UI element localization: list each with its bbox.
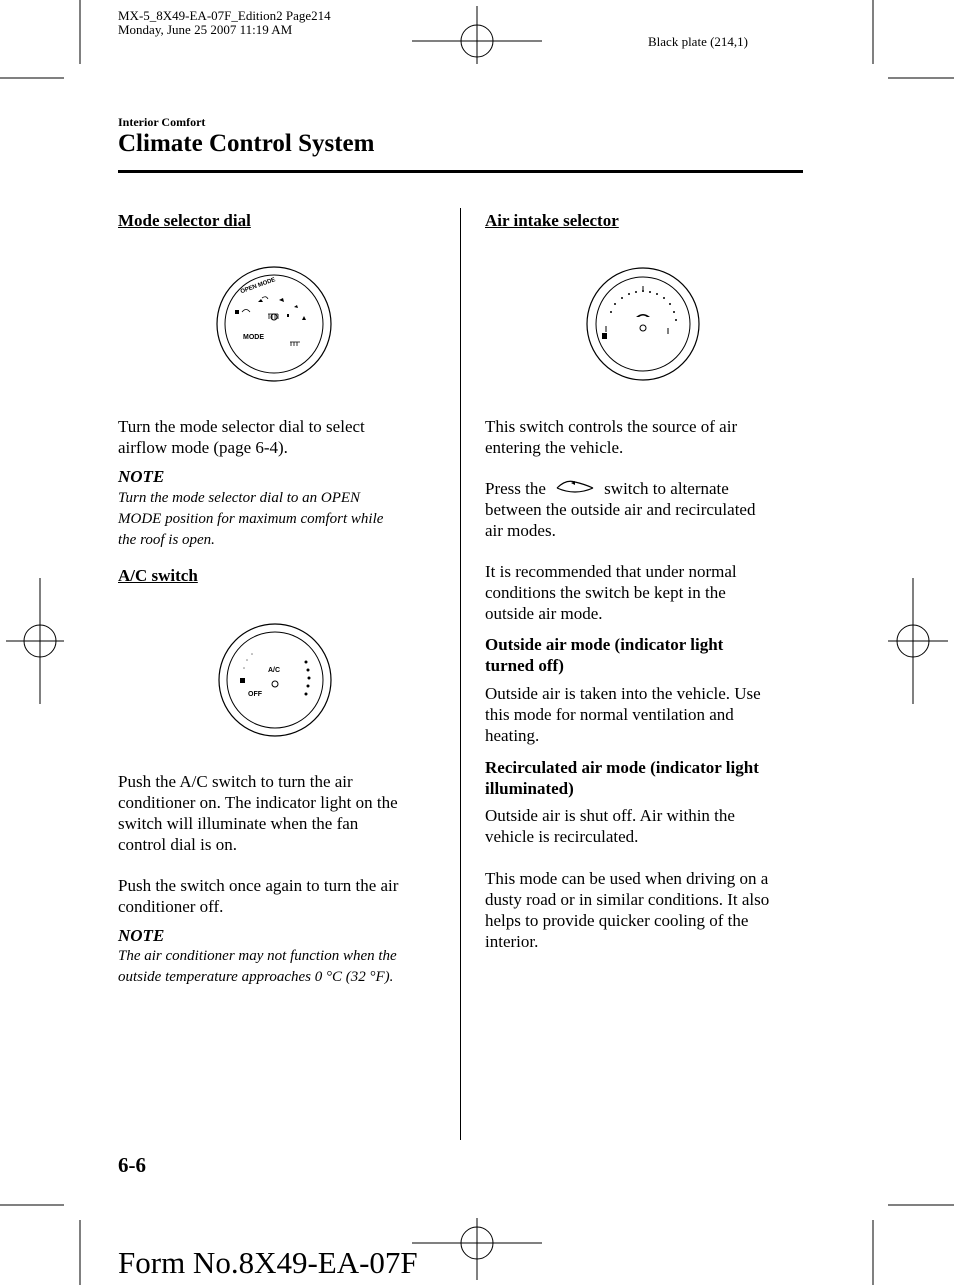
recirculated-air-heading-line: illuminated) (485, 779, 574, 798)
ac-text-2 (118, 875, 398, 917)
intake-p3 (485, 561, 737, 624)
ac-note-line: The air conditioner may not function when the (118, 948, 397, 964)
outside-air-heading-line: Outside air mode (indicator light (485, 635, 724, 654)
mode-label: MODE (243, 334, 264, 341)
ac-text-line: switch will illuminate when the fan (118, 814, 359, 833)
ac-switch-heading: A/C switch (118, 566, 198, 585)
fan-icon (240, 678, 245, 683)
intake-final-line: This mode can be used when driving on a (485, 869, 769, 888)
intake-p2 (485, 478, 755, 541)
intake-p1-line: This switch controls the source of air (485, 417, 738, 436)
intake-p3-line: conditions the switch be kept in the (485, 583, 726, 602)
outside-air-text-line: this mode for normal ventilation and (485, 705, 734, 724)
mode-note-line: Turn the mode selector dial to an OPEN (118, 490, 361, 506)
ac-note-heading: NOTE (118, 926, 165, 945)
mode-text (118, 416, 365, 458)
mode-text-line: Turn the mode selector dial to select (118, 417, 365, 436)
mode-text-line: airflow mode (page 6-4). (118, 438, 288, 457)
intake-final-line: helps to provide quicker cooling of the (485, 911, 749, 930)
outside-air-heading-line: turned off) (485, 656, 564, 675)
ac-dial-illustration (216, 622, 336, 740)
air-intake-dial-illustration (582, 264, 704, 386)
mode-dial-illustration (212, 262, 336, 386)
open-mode-label: OPEN MODE (239, 277, 277, 296)
form-number: Form No.8X49-EA-07F (118, 1245, 418, 1280)
off-label: OFF (248, 691, 262, 698)
page-title: Climate Control System (118, 130, 375, 157)
mode-note-line: the roof is open. (118, 532, 215, 548)
intake-p2-before: Press the (485, 479, 546, 498)
recirculated-air-text (485, 805, 735, 847)
recirculated-air-heading-line: Recirculated air mode (indicator light (485, 758, 759, 777)
ac-text-line: conditioner off. (118, 897, 224, 916)
section-label: Interior Comfort (118, 115, 206, 129)
print-header-line2: Monday, June 25 2007 11:19 AM (118, 22, 293, 37)
recirculated-air-text-line: vehicle is recirculated. (485, 827, 639, 846)
recirculation-switch-icon (554, 479, 596, 497)
intake-p3-line: outside air mode. (485, 604, 603, 623)
intake-p1 (485, 416, 737, 458)
recirculation-icon (636, 314, 650, 317)
ac-note (118, 946, 397, 988)
mode-selector-heading: Mode selector dial (118, 211, 251, 230)
mode-note-line: MODE position for maximum comfort while (118, 511, 384, 527)
ac-text-line: control dial is on. (118, 835, 237, 854)
title-rule (118, 170, 803, 173)
page-number: 6-6 (118, 1153, 146, 1177)
outside-air-text (485, 683, 761, 746)
intake-final-line: dusty road or in similar conditions. It also (485, 890, 770, 909)
ac-label: A/C (268, 667, 281, 674)
recirculated-air-text-line: Outside air is shut off. Air within the (485, 806, 735, 825)
ac-note-line: outside temperature approaches 0 °C (32 °F). (118, 969, 394, 985)
outside-air-text-line: heating. (485, 726, 540, 745)
plate-label: Black plate (214,1) (648, 34, 748, 49)
air-intake-heading: Air intake selector (485, 211, 619, 230)
intake-p2-line: air modes. (485, 521, 556, 540)
recirculated-air-heading (485, 757, 759, 799)
mode-note (118, 488, 383, 551)
intake-final-line: interior. (485, 932, 539, 951)
outside-air-heading (485, 634, 723, 676)
intake-p2-line: between the outside air and recirculated (485, 500, 756, 519)
ac-text-line: Push the A/C switch to turn the air (118, 772, 353, 791)
print-header-line1: MX-5_8X49-EA-07F_Edition2 Page214 (118, 8, 331, 23)
ac-text-line: conditioner on. The indicator light on the (118, 793, 398, 812)
outside-air-text-line: Outside air is taken into the vehicle. Use (485, 684, 761, 703)
ac-text-line: Push the switch once again to turn the air (118, 876, 399, 895)
intake-p1-line: entering the vehicle. (485, 438, 624, 457)
ac-text-1 (118, 771, 398, 855)
intake-p2-after: switch to alternate (604, 479, 729, 498)
mode-note-heading: NOTE (118, 467, 165, 486)
column-divider (460, 208, 461, 1140)
intake-final-text (485, 868, 769, 952)
intake-p3-line: It is recommended that under normal (485, 562, 737, 581)
